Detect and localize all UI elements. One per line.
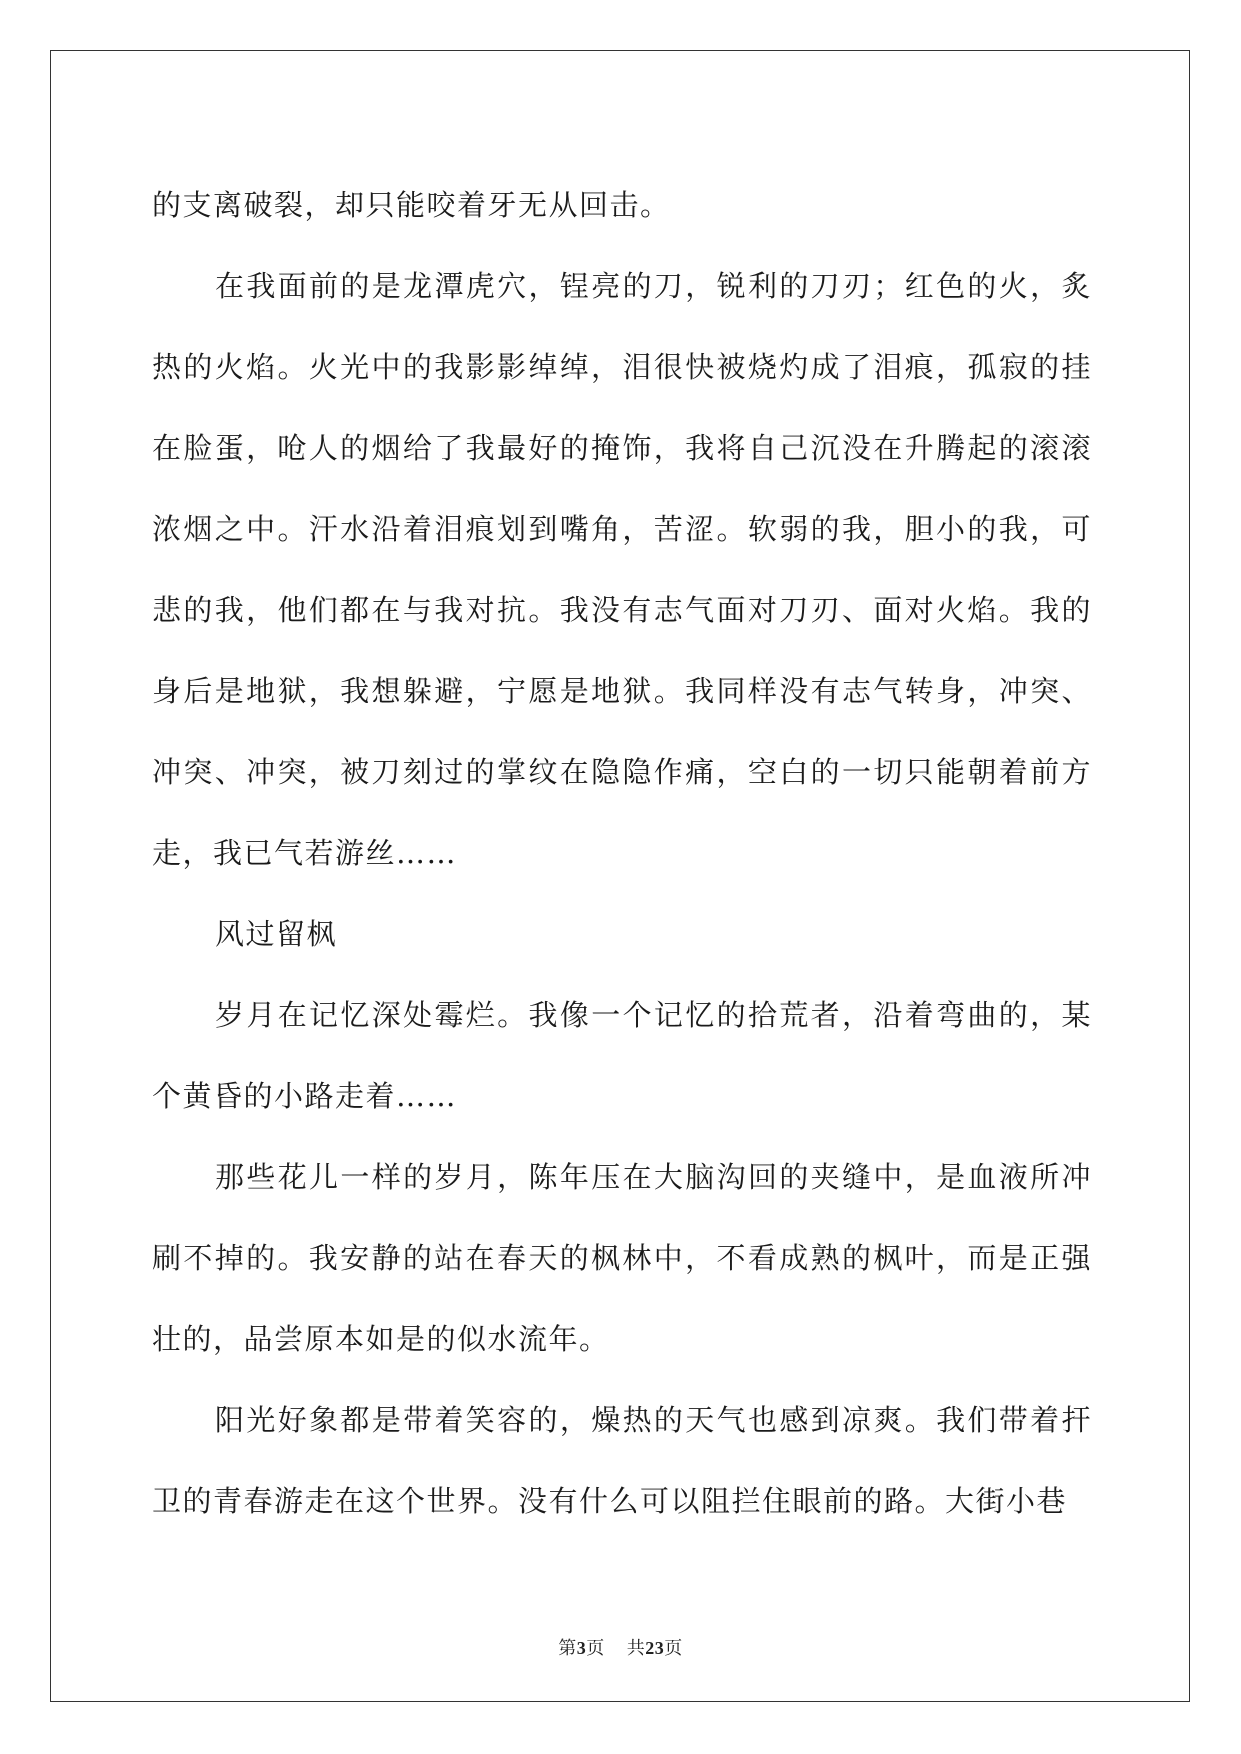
page-prefix: 第: [558, 1638, 577, 1659]
total-pages: 23: [645, 1638, 665, 1658]
paragraph-4: 那些花儿一样的岁月，陈年压在大脑沟回的夹缝中，是血液所冲刷不掉的。我安静的站在春天的枫林中，不看成熟的枫叶，而是正强壮的，品尝原本如是的似水流年。: [152, 1160, 1092, 1356]
paragraph-2: 在我面前的是龙潭虎穴，锃亮的刀，锐利的刀刃；红色的火，炙热的火焰。火光中的我影影绰绰，泪很快被烧灼成了泪痕，孤寂的挂在脸蛋，呛人的烟给了我最好的掩饰，我将自己沉没在升腾起的滚滚浓烟之中。汗水沿着泪痕划到嘴角，苦涩。软弱的我，胆小的我，可悲的我，他们都在与我对抗。我没有志气面对刀刃、面对火焰。我的身后是地狱，我想躲避，宁愿是地狱。我同样没有志气转身，冲突、冲突、冲突，被刀刻过的掌纹在隐隐作痛，空白的一切只能朝着前方走，我已气若游丝……: [152, 269, 1092, 870]
total-prefix: 共: [626, 1638, 646, 1659]
page-suffix: 页: [586, 1638, 605, 1659]
document-body: [152, 165, 1092, 1542]
section-heading: 风过留枫: [215, 917, 338, 951]
paragraph-3: 岁月在记忆深处霉烂。我像一个记忆的拾荒者，沿着弯曲的，某个黄昏的小路走着……: [152, 998, 1092, 1113]
paragraph-1: 的支离破裂，却只能咬着牙无从回击。: [152, 188, 671, 222]
total-suffix: 页: [664, 1638, 683, 1659]
paragraph-5: 阳光好象都是带着笑容的，燥热的天气也感到凉爽。我们带着扞卫的青春游走在这个世界。没有什么可以阻拦住眼前的路。大街小巷: [152, 1403, 1092, 1518]
page-footer: [0, 1634, 1241, 1660]
page-number: 3: [576, 1638, 587, 1658]
